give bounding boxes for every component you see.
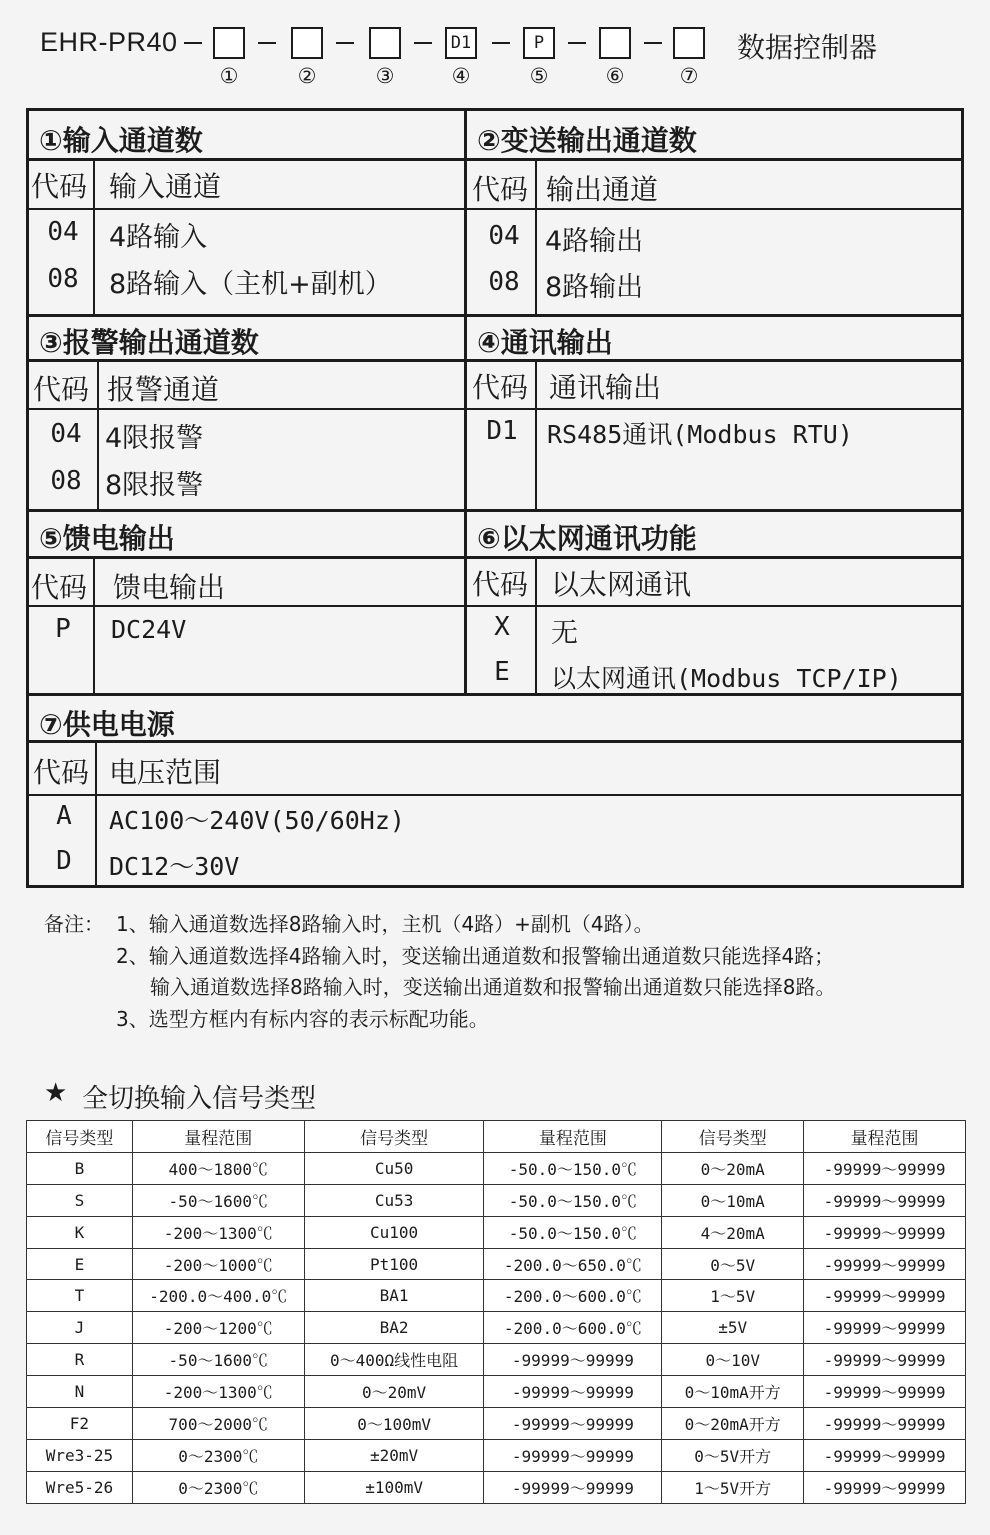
slot-number-3: ③ <box>375 64 395 88</box>
table-cell: -200.0～600.0℃ <box>484 1280 662 1312</box>
model-code-row <box>0 0 990 100</box>
model-slot-2 <box>291 27 323 59</box>
table-cell: Wre5-26 <box>27 1471 133 1503</box>
table-row <box>27 1248 966 1280</box>
table-cell: 0～10mA开方 <box>662 1376 804 1408</box>
table-cell: 0～5V开方 <box>662 1439 804 1471</box>
table-cell: -50～1600℃ <box>132 1344 304 1376</box>
section-title-feed-output: ⑤馈电输出 <box>39 522 175 555</box>
table-cell: Cu53 <box>304 1184 484 1216</box>
table-cell: T <box>27 1280 133 1312</box>
section-title-alarm-output: ③报警输出通道数 <box>39 326 259 359</box>
option-code: X <box>494 612 510 642</box>
table-cell: 0～5V <box>662 1248 804 1280</box>
option-grid <box>26 108 964 888</box>
table-row <box>27 1439 966 1471</box>
table-cell: -99999～99999 <box>804 1344 966 1376</box>
model-slot-7 <box>673 27 705 59</box>
section-title-transmit-output: ②变送输出通道数 <box>477 124 697 157</box>
note-line: 2、输入通道数选择4路输入时，变送输出通道数和报警输出通道数只能选择4路； <box>116 944 835 968</box>
divider <box>535 359 537 509</box>
table-cell: -200～1000℃ <box>132 1248 304 1280</box>
table-cell: -99999～99999 <box>804 1408 966 1440</box>
option-value: 4路输出 <box>545 226 644 257</box>
divider <box>29 314 961 317</box>
table-header-row <box>27 1121 966 1153</box>
column-header: 信号类型 <box>662 1121 804 1153</box>
table-cell: -200～1300℃ <box>132 1216 304 1248</box>
slot-number-1: ① <box>219 64 239 88</box>
separator-dash <box>336 42 354 44</box>
table-cell: Cu50 <box>304 1152 484 1184</box>
table-cell: 1～5V <box>662 1280 804 1312</box>
separator-dash <box>414 42 432 44</box>
table-cell: 0～10mA <box>662 1184 804 1216</box>
signal-type-table <box>26 1120 966 1504</box>
column-header: 输入通道 <box>109 170 222 203</box>
code-header: 代码 <box>33 756 90 789</box>
table-cell: Wre3-25 <box>27 1439 133 1471</box>
divider <box>29 408 961 410</box>
table-cell: -99999～99999 <box>484 1439 662 1471</box>
table-cell: -99999～99999 <box>484 1376 662 1408</box>
slot-number-4: ④ <box>451 64 471 88</box>
slot-number-2: ② <box>297 64 317 88</box>
code-header: 代码 <box>33 373 90 406</box>
option-code: 08 <box>50 466 82 496</box>
table-row <box>27 1344 966 1376</box>
table-cell: ±5V <box>662 1312 804 1344</box>
option-value: 无 <box>551 618 578 649</box>
table-cell: -200～1300℃ <box>132 1376 304 1408</box>
table-row <box>27 1376 966 1408</box>
table-cell: 0～2300℃ <box>132 1439 304 1471</box>
table-cell: -99999～99999 <box>804 1248 966 1280</box>
option-value: 4路输入 <box>109 222 208 253</box>
option-value: DC12～30V <box>109 852 240 881</box>
separator-dash <box>644 42 662 44</box>
table-cell: R <box>27 1344 133 1376</box>
table-cell: F2 <box>27 1408 133 1440</box>
model-suffix: 数据控制器 <box>737 31 878 64</box>
table-cell: -99999～99999 <box>484 1344 662 1376</box>
table-row <box>27 1184 966 1216</box>
table-cell: ±100mV <box>304 1471 484 1503</box>
note-line: 1、输入通道数选择8路输入时，主机（4路）+副机（4路）。 <box>116 912 654 936</box>
signal-table-title: 全切换输入信号类型 <box>82 1084 317 1114</box>
model-prefix: EHR-PR40 <box>40 27 178 57</box>
divider <box>29 509 961 512</box>
option-value: 4限报警 <box>105 423 204 454</box>
table-cell: 1～5V开方 <box>662 1471 804 1503</box>
divider <box>535 556 537 693</box>
code-header: 代码 <box>31 170 88 203</box>
option-code: D <box>56 846 72 876</box>
option-code: 04 <box>47 217 79 247</box>
table-cell: -99999～99999 <box>804 1471 966 1503</box>
column-header: 信号类型 <box>27 1121 133 1153</box>
model-slot-1 <box>213 27 245 59</box>
divider <box>95 740 97 885</box>
table-cell: B <box>27 1152 133 1184</box>
column-header: 量程范围 <box>804 1121 966 1153</box>
table-cell: -99999～99999 <box>484 1408 662 1440</box>
table-cell: 0～20mA开方 <box>662 1408 804 1440</box>
column-header: 信号类型 <box>304 1121 484 1153</box>
table-cell: 0～400Ω线性电阻 <box>304 1344 484 1376</box>
table-row <box>27 1152 966 1184</box>
option-code: 04 <box>50 419 82 449</box>
divider <box>97 359 99 509</box>
option-code: P <box>55 614 71 644</box>
option-value: 8路输入（主机+副机） <box>109 269 392 300</box>
model-slot-3 <box>369 27 401 59</box>
table-cell: Pt100 <box>304 1248 484 1280</box>
table-cell: 0～20mA <box>662 1152 804 1184</box>
column-header: 馈电输出 <box>113 571 226 604</box>
table-cell: ±20mV <box>304 1439 484 1471</box>
slot-number-6: ⑥ <box>605 64 625 88</box>
table-row <box>27 1408 966 1440</box>
divider <box>535 158 537 314</box>
column-header: 量程范围 <box>484 1121 662 1153</box>
code-header: 代码 <box>472 568 529 601</box>
table-cell: 4～20mA <box>662 1216 804 1248</box>
note-line: 3、选型方框内有标内容的表示标配功能。 <box>116 1007 489 1031</box>
column-header: 输出通道 <box>546 173 659 206</box>
table-cell: 700～2000℃ <box>132 1408 304 1440</box>
column-header: 电压范围 <box>109 756 222 789</box>
slot-number-5: ⑤ <box>529 64 549 88</box>
model-slot-6 <box>599 27 631 59</box>
table-cell: N <box>27 1376 133 1408</box>
table-cell: K <box>27 1216 133 1248</box>
table-cell: -99999～99999 <box>804 1216 966 1248</box>
section-title-input-channels: ①输入通道数 <box>39 124 203 157</box>
table-cell: -99999～99999 <box>804 1439 966 1471</box>
table-cell: -99999～99999 <box>804 1280 966 1312</box>
column-header: 报警通道 <box>107 373 220 406</box>
option-code: D1 <box>486 416 518 446</box>
option-value: DC24V <box>111 615 187 644</box>
table-cell: BA2 <box>304 1312 484 1344</box>
section-title-communication: ④通讯输出 <box>477 326 613 359</box>
table-cell: -99999～99999 <box>484 1471 662 1503</box>
table-cell: 400～1800℃ <box>132 1152 304 1184</box>
table-row <box>27 1216 966 1248</box>
slot-number-7: ⑦ <box>679 64 699 88</box>
code-header: 代码 <box>472 173 529 206</box>
option-code: 04 <box>488 221 520 251</box>
option-code: A <box>56 801 72 831</box>
table-cell: 0～20mV <box>304 1376 484 1408</box>
model-slot-5: P <box>523 27 555 59</box>
table-cell: -50.0～150.0℃ <box>484 1184 662 1216</box>
table-cell: -50～1600℃ <box>132 1184 304 1216</box>
table-row <box>27 1280 966 1312</box>
table-cell: BA1 <box>304 1280 484 1312</box>
table-cell: J <box>27 1312 133 1344</box>
model-slot-4: D1 <box>445 27 477 59</box>
option-code: E <box>494 657 510 687</box>
table-cell: -99999～99999 <box>804 1184 966 1216</box>
separator-dash <box>184 42 202 44</box>
table-cell: S <box>27 1184 133 1216</box>
table-cell: 0～100mV <box>304 1408 484 1440</box>
table-cell: 0～10V <box>662 1344 804 1376</box>
option-code: 08 <box>47 264 79 294</box>
table-cell: -99999～99999 <box>804 1312 966 1344</box>
separator-dash <box>568 42 586 44</box>
divider <box>93 158 95 314</box>
option-value: 8限报警 <box>105 470 204 501</box>
table-cell: -200.0～650.0℃ <box>484 1248 662 1280</box>
table-cell: -200～1200℃ <box>132 1312 304 1344</box>
code-header: 代码 <box>31 571 88 604</box>
option-value: AC100～240V(50/60Hz) <box>109 806 405 835</box>
option-value: 以太网通讯(Modbus TCP/IP) <box>551 664 902 693</box>
table-cell: -200.0～600.0℃ <box>484 1312 662 1344</box>
star-icon: ★ <box>44 1078 68 1108</box>
option-value: 8路输出 <box>545 272 644 303</box>
table-cell: 0～2300℃ <box>132 1471 304 1503</box>
table-cell: -99999～99999 <box>804 1376 966 1408</box>
table-cell: -99999～99999 <box>804 1152 966 1184</box>
table-cell: Cu100 <box>304 1216 484 1248</box>
divider <box>464 111 467 694</box>
table-cell: -50.0～150.0℃ <box>484 1152 662 1184</box>
option-value: RS485通讯(Modbus RTU) <box>547 420 853 449</box>
table-row <box>27 1312 966 1344</box>
separator-dash <box>492 42 510 44</box>
notes-label: 备注： <box>44 912 104 936</box>
table-row <box>27 1471 966 1503</box>
column-header: 通讯输出 <box>549 371 662 404</box>
table-cell: E <box>27 1248 133 1280</box>
divider <box>93 556 95 693</box>
table-cell: -50.0～150.0℃ <box>484 1216 662 1248</box>
column-header: 量程范围 <box>132 1121 304 1153</box>
code-header: 代码 <box>472 371 529 404</box>
column-header: 以太网通讯 <box>551 568 692 601</box>
table-cell: -200.0～400.0℃ <box>132 1280 304 1312</box>
note-line: 输入通道数选择8路输入时，变送输出通道数和报警输出通道数只能选择8路。 <box>150 975 836 999</box>
divider <box>29 208 961 210</box>
separator-dash <box>258 42 276 44</box>
option-code: 08 <box>488 267 520 297</box>
section-title-ethernet: ⑥以太网通讯功能 <box>477 522 697 555</box>
divider <box>29 794 961 796</box>
section-title-power-supply: ⑦供电电源 <box>39 708 175 741</box>
